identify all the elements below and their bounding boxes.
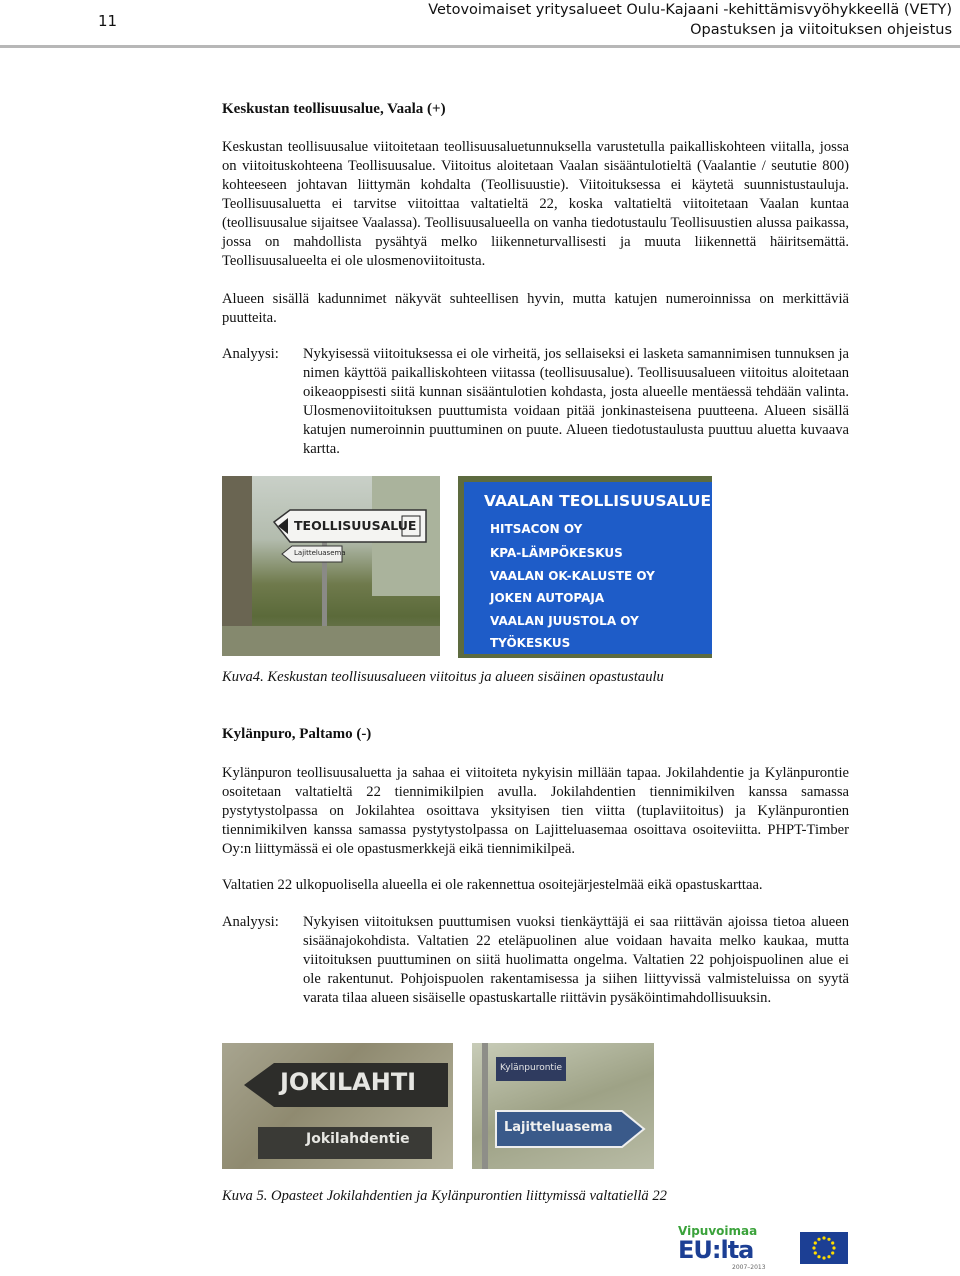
- analysis-text: Nykyisen viitoituksen puuttumisen vuoksi tienkäyttäjä ei saa riittävän ajoissa tietoa alueen sisäänajokohdista. Valtatien 22 eteläpuolinen alue voidaan havaita melko kaukaa, mutta viitoituksen puuttuminen on siitä huolimatta ongelma. Valtatien 22 pohjoispuolinen alue ei ole rakentunut. Pohjoispuolen rakentamisessa ja siihen liittyvissä valmisteluissa on syytä varata tilaa alueen sisäiselle opastuskartalle riittävin pysäköintimahdollisuuksin.: [303, 914, 849, 1006]
- eu-flag-icon: [800, 1232, 848, 1264]
- figure-caption-4: Kuva4. Keskustan teollisuusalueen viitoitus ja alueen sisäinen opastustaulu: [222, 669, 664, 685]
- section-heading-kylanpuro: Kylänpuro, Paltamo (-): [222, 726, 372, 742]
- section-heading-vaala: Keskustan teollisuusalue, Vaala (+): [222, 101, 446, 117]
- info-board-row: KPA-LÄMPÖKESKUS: [490, 546, 623, 560]
- logo-line2: EU:lta: [678, 1236, 754, 1264]
- photo3-main-sign-text: JOKILAHTI: [280, 1068, 417, 1096]
- photo-info-board: [458, 476, 712, 658]
- running-header-title: Vetovoimaiset yritysalueet Oulu-Kajaani -kehittämisvyöhykkeellä (VETY): [428, 2, 952, 18]
- info-board-row: JOKEN AUTOPAJA: [490, 591, 605, 605]
- photo3-small-sign-text: Jokilahdentie: [306, 1131, 410, 1147]
- photo1-main-sign-text: TEOLLISUUSALUE: [294, 518, 417, 533]
- logo-years: 2007–2013: [732, 1264, 766, 1271]
- info-board-row: HITSACON OY: [490, 522, 583, 536]
- photo-kylanpurontie-sign: [472, 1043, 654, 1169]
- analysis-text: Nykyisessä viitoituksessa ei ole virheitä, jos sellaiseksi ei lasketa samannimisen tunnuksen ja nimen käyttöä paikalliskohteen viitassa (teollisuusalue). Teollisuusalueen viitoitus aloitetaan oikeaoppisesti siitä kunnan sisääntulotien kohdasta, josta alueelle mentäessä tehdään valinta. Ulosmenoviitoituksen puuttumista voidaan pitää jonkinasteisena puutteena. Alueen sisällä katujen numeroinnin puuttuminen on puute. Alueen tiedotustaulusta puuttuu aluetta kuvaava kartta.: [303, 346, 849, 457]
- analysis-label: Analyysi:: [222, 914, 279, 930]
- info-board-row: TYÖKESKUS: [490, 636, 571, 650]
- section1-paragraph-2: Alueen sisällä kadunnimet näkyvät suhteellisen hyvin, mutta katujen numeroinnissa on merkittäviä puutteita.: [222, 291, 849, 326]
- info-board-row: VAALAN JUUSTOLA OY: [490, 614, 639, 628]
- photo4-bottom-sign-text: Lajitteluasema: [504, 1120, 613, 1135]
- info-board-row: VAALAN OK-KALUSTE OY: [490, 569, 655, 583]
- photo1-small-sign-text: Lajitteluasema: [294, 549, 346, 557]
- info-board-title: VAALAN TEOLLISUUSALUE: [484, 492, 712, 510]
- running-header-subtitle: Opastuksen ja viitoituksen ohjeistus: [690, 22, 952, 38]
- vipuvoimaa-logo: [672, 1224, 792, 1272]
- info-board-panel: [464, 482, 712, 654]
- figure-caption-5: Kuva 5. Opasteet Jokilahdentien ja Kylänpurontien liittymissä valtatiellä 22: [222, 1188, 667, 1204]
- photo4-top-sign-text: Kylänpurontie: [500, 1063, 562, 1073]
- page-number: 11: [98, 12, 118, 30]
- analysis-label: Analyysi:: [222, 346, 279, 362]
- header-rule: [0, 45, 960, 48]
- section1-paragraph-1: Keskustan teollisuusalue viitoitetaan teollisuusaluetunnuksella varustetulla paikalliskohteen viitalla, jossa on viitoituskohteena Teollisuusalue. Viitoitus aloitetaan Vaalan sisääntulotieltä (Vaalantie / seututie 800) kohteeseen johtavan liittymän kohdalta (Teollisuustie). Viitoituksessa ei käytetä suunnistustauluja. Teollisuusaluetta ei tarvitse viitoittaa valtatieltä 22, koska valtatieltä viitoitetaan Vaalan kuntaa (teollisuusalue sijaitsee Vaalassa). Teollisuusalueella on vanha tiedotustaulu Teollisuustien alussa paikassa, jossa on mahdollista pysähtyä melko liikenneturvallisesti ja muuta liikennettä häiritsemättä. Teollisuusalueelta ei ole ulosmenoviitoitusta.: [222, 139, 849, 269]
- section2-paragraph-2: Valtatien 22 ulkopuolisella alueella ei ole rakennettua osoitejärjestelmää eikä opastuskarttaa.: [222, 877, 763, 893]
- section2-paragraph-1: Kylänpuron teollisuusaluetta ja sahaa ei viitoiteta nykyisin millään tapaa. Jokilahdentie ja Kylänpurontie osoitetaan valtatieltä 22 tiennimikilpien avulla. Jokilahdentien tiennimikilven kanssa samassa pystytystolpassa on Jokilahtea osoittava yksityisen tien viitta (tuplaviitoitus) ja Kylänpurontien tiennimikilven kanssa samassa pystytystolpassa on Lajitteluasemaa osoittava osoiteviitta. PHPT-Timber Oy:n liittymässä ei ole opastusmerkkejä eikä tiennimikilpeä.: [222, 765, 849, 857]
- photo-jokilahti-sign: [222, 1043, 453, 1169]
- logo-line1: Vipuvoimaa: [678, 1224, 758, 1238]
- running-header: [428, 0, 952, 40]
- photo-teollisuusalue-sign: [222, 476, 440, 656]
